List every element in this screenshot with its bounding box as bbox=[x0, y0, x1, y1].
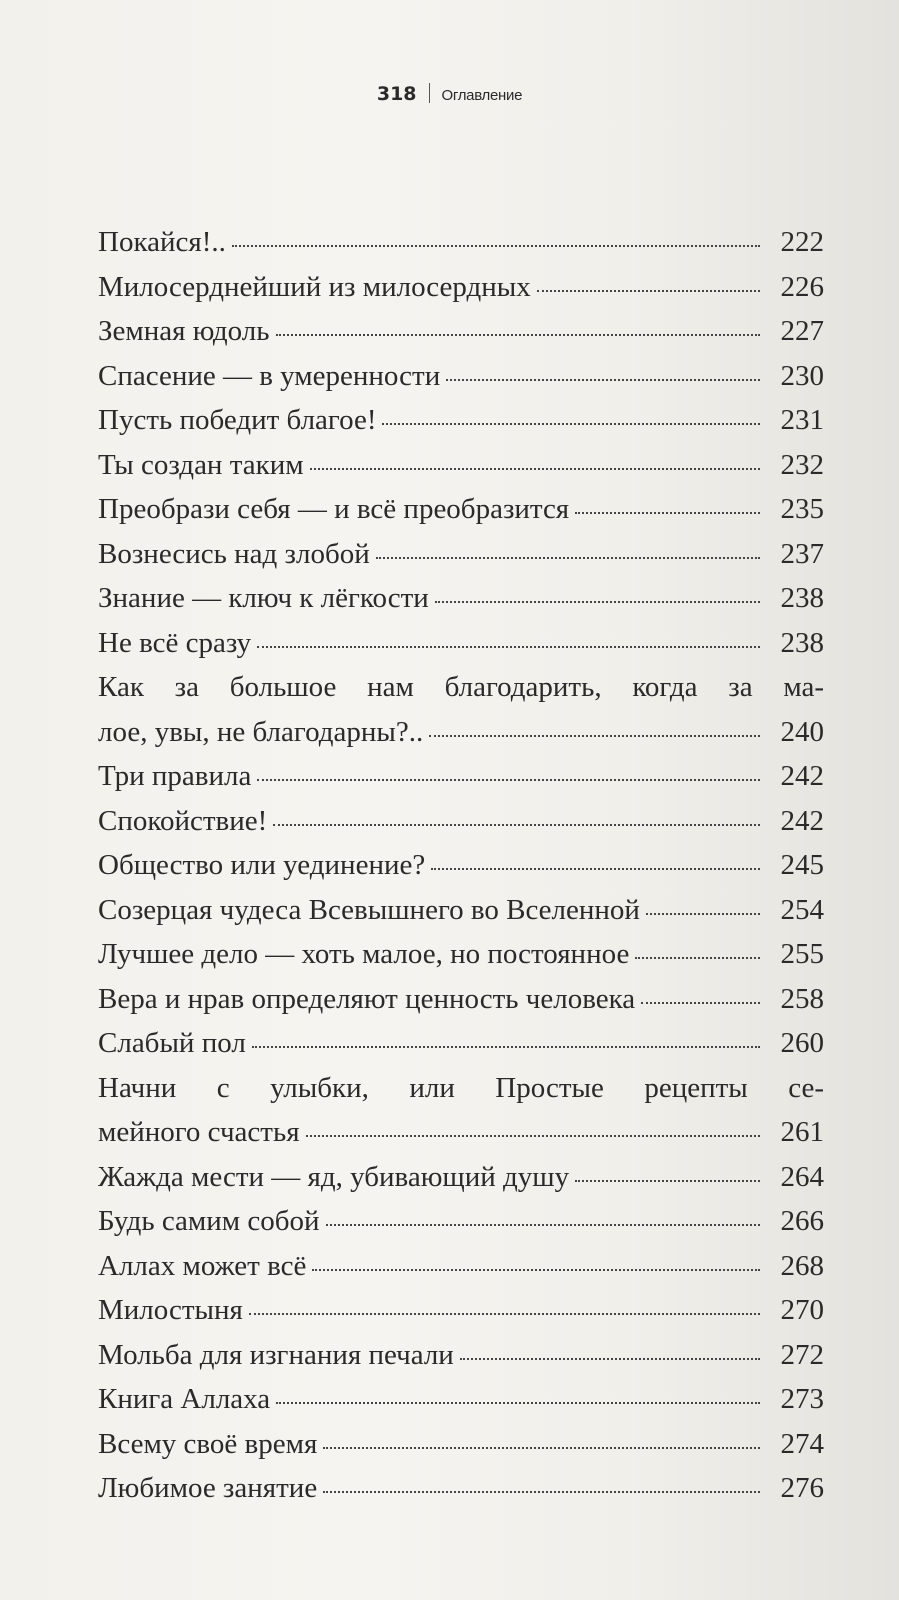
toc-entry-title: Покайся!.. bbox=[98, 226, 226, 258]
dot-leader bbox=[276, 332, 761, 336]
toc-entry-page: 226 bbox=[780, 270, 824, 303]
dot-leader bbox=[641, 1000, 760, 1004]
toc-entry-page: 238 bbox=[780, 626, 824, 659]
dot-leader bbox=[326, 1222, 760, 1226]
toc-entry[interactable] bbox=[98, 621, 824, 666]
toc-entry-page: 240 bbox=[780, 715, 824, 748]
toc-entry-page: 272 bbox=[780, 1338, 824, 1371]
toc-entry[interactable] bbox=[98, 398, 824, 443]
table-of-contents bbox=[98, 220, 824, 1511]
section-title: Оглавление bbox=[441, 87, 523, 104]
toc-entry-page: 274 bbox=[780, 1427, 824, 1460]
dot-leader bbox=[575, 1178, 760, 1182]
toc-entry-title: Всему своё время bbox=[98, 1427, 318, 1460]
toc-entry-title: Преобрази себя — и всё преобразится bbox=[98, 493, 570, 525]
toc-entry[interactable] bbox=[98, 1199, 824, 1244]
dot-leader bbox=[376, 555, 760, 559]
toc-entry-title: Не всё сразу bbox=[98, 626, 252, 659]
dot-leader bbox=[310, 466, 760, 470]
page-number: 318 bbox=[376, 83, 417, 105]
toc-entry-title: Вера и нрав определяют ценность человека bbox=[98, 982, 636, 1015]
toc-entry-page: 245 bbox=[780, 849, 824, 881]
toc-entry-title: Знание — ключ к лёгкости bbox=[98, 582, 429, 614]
toc-entry[interactable] bbox=[98, 888, 824, 933]
toc-entry[interactable] bbox=[98, 1288, 824, 1333]
toc-entry-page: 276 bbox=[780, 1472, 824, 1504]
toc-entry-title: Книга Аллаха bbox=[98, 1383, 271, 1415]
toc-entry-title: Три правила bbox=[98, 760, 252, 792]
toc-entry-page: 232 bbox=[780, 448, 824, 481]
toc-entry[interactable] bbox=[98, 220, 824, 265]
dot-leader bbox=[635, 955, 760, 959]
toc-entry-page: 242 bbox=[780, 804, 824, 837]
dot-leader bbox=[306, 1133, 760, 1137]
toc-entry-title: Аллах может всё bbox=[98, 1249, 307, 1282]
toc-entry-title-line2: мейного счастья bbox=[98, 1116, 300, 1148]
toc-entry-title: Ты создан таким bbox=[98, 448, 304, 481]
dot-leader bbox=[537, 288, 760, 292]
toc-entry-title: Милостыня bbox=[98, 1294, 243, 1326]
dot-leader bbox=[646, 911, 760, 915]
dot-leader bbox=[323, 1489, 760, 1493]
toc-entry[interactable] bbox=[98, 977, 824, 1022]
toc-entry[interactable] bbox=[98, 799, 824, 844]
toc-entry[interactable] bbox=[98, 309, 824, 354]
toc-entry-title: Созерцая чудеса Всевышнего во Вселенной bbox=[98, 893, 640, 926]
toc-entry-title-line2: лое, увы, не благодарны?.. bbox=[98, 715, 424, 748]
toc-entry-title: Будь самим собой bbox=[98, 1205, 320, 1237]
dot-leader bbox=[257, 777, 760, 781]
toc-entry-page: 270 bbox=[780, 1294, 824, 1326]
toc-entry-title: Общество или уединение? bbox=[98, 849, 426, 881]
toc-entry[interactable] bbox=[98, 754, 824, 799]
toc-entry[interactable] bbox=[98, 1333, 824, 1378]
dot-leader bbox=[257, 644, 760, 648]
toc-entry-title: Вознесись над злобой bbox=[98, 537, 370, 570]
toc-entry[interactable] bbox=[98, 843, 824, 888]
toc-entry-page: 261 bbox=[780, 1116, 824, 1148]
toc-entry-title-line1: Как за большое нам благодарить, когда за ма- bbox=[98, 671, 824, 703]
dot-leader bbox=[312, 1267, 760, 1271]
toc-entry-page: 237 bbox=[780, 537, 824, 570]
toc-entry-title: Пусть победит благое! bbox=[98, 404, 377, 436]
toc-entry-title: Любимое занятие bbox=[98, 1472, 318, 1504]
toc-entry[interactable] bbox=[98, 1066, 824, 1155]
toc-entry-title: Жажда мести — яд, убивающий душу bbox=[98, 1160, 570, 1193]
toc-entry-title-line1: Начни с улыбки, или Простые рецепты се- bbox=[98, 1071, 824, 1104]
toc-entry[interactable] bbox=[98, 443, 824, 488]
toc-entry-page: 273 bbox=[780, 1383, 824, 1415]
dot-leader bbox=[276, 1400, 760, 1404]
toc-entry-title: Спасение — в умеренности bbox=[98, 359, 441, 392]
running-header bbox=[0, 82, 899, 108]
toc-entry[interactable] bbox=[98, 354, 824, 399]
toc-entry-title: Милосерднейший из милосердных bbox=[98, 270, 531, 303]
toc-entry-page: 258 bbox=[780, 982, 824, 1015]
toc-entry-title: Земная юдоль bbox=[98, 315, 270, 347]
dot-leader bbox=[323, 1445, 760, 1449]
dot-leader bbox=[460, 1356, 760, 1360]
toc-entry-page: 266 bbox=[780, 1205, 824, 1237]
dot-leader bbox=[252, 1044, 760, 1048]
toc-entry-page: 227 bbox=[780, 315, 824, 347]
toc-entry[interactable] bbox=[98, 1021, 824, 1066]
toc-entry-page: 222 bbox=[780, 226, 824, 258]
toc-entry-page: 231 bbox=[780, 404, 824, 436]
toc-entry-page: 230 bbox=[780, 359, 824, 392]
toc-entry-page: 260 bbox=[780, 1027, 824, 1059]
toc-entry-title: Слабый пол bbox=[98, 1027, 246, 1059]
toc-entry-title: Спокойствие! bbox=[98, 804, 268, 837]
toc-entry-page: 242 bbox=[780, 760, 824, 792]
toc-entry[interactable] bbox=[98, 1377, 824, 1422]
dot-leader bbox=[435, 599, 760, 603]
header-divider bbox=[429, 83, 430, 103]
toc-entry-page: 268 bbox=[780, 1249, 824, 1282]
toc-entry[interactable] bbox=[98, 665, 824, 754]
dot-leader bbox=[382, 421, 760, 425]
dot-leader bbox=[232, 243, 760, 247]
toc-entry-page: 254 bbox=[780, 893, 824, 926]
toc-entry[interactable] bbox=[98, 576, 824, 621]
toc-entry[interactable] bbox=[98, 932, 824, 977]
toc-entry-title: Мольба для изгнания печали bbox=[98, 1338, 454, 1371]
toc-entry[interactable] bbox=[98, 532, 824, 577]
dot-leader bbox=[446, 377, 760, 381]
dot-leader bbox=[273, 822, 760, 826]
toc-entry-page: 238 bbox=[780, 582, 824, 614]
toc-entry[interactable] bbox=[98, 1155, 824, 1200]
dot-leader bbox=[575, 510, 760, 514]
toc-entry[interactable] bbox=[98, 1466, 824, 1511]
toc-entry[interactable] bbox=[98, 487, 824, 532]
toc-entry-title: Лучшее дело — хоть малое, но постоянное bbox=[98, 938, 630, 970]
dot-leader bbox=[429, 733, 760, 737]
dot-leader bbox=[431, 866, 760, 870]
toc-entry-page: 255 bbox=[780, 938, 824, 970]
toc-entry[interactable] bbox=[98, 265, 824, 310]
toc-entry-page: 264 bbox=[780, 1160, 824, 1193]
toc-entry[interactable] bbox=[98, 1422, 824, 1467]
toc-entry[interactable] bbox=[98, 1244, 824, 1289]
dot-leader bbox=[249, 1311, 760, 1315]
toc-entry-page: 235 bbox=[780, 493, 824, 525]
